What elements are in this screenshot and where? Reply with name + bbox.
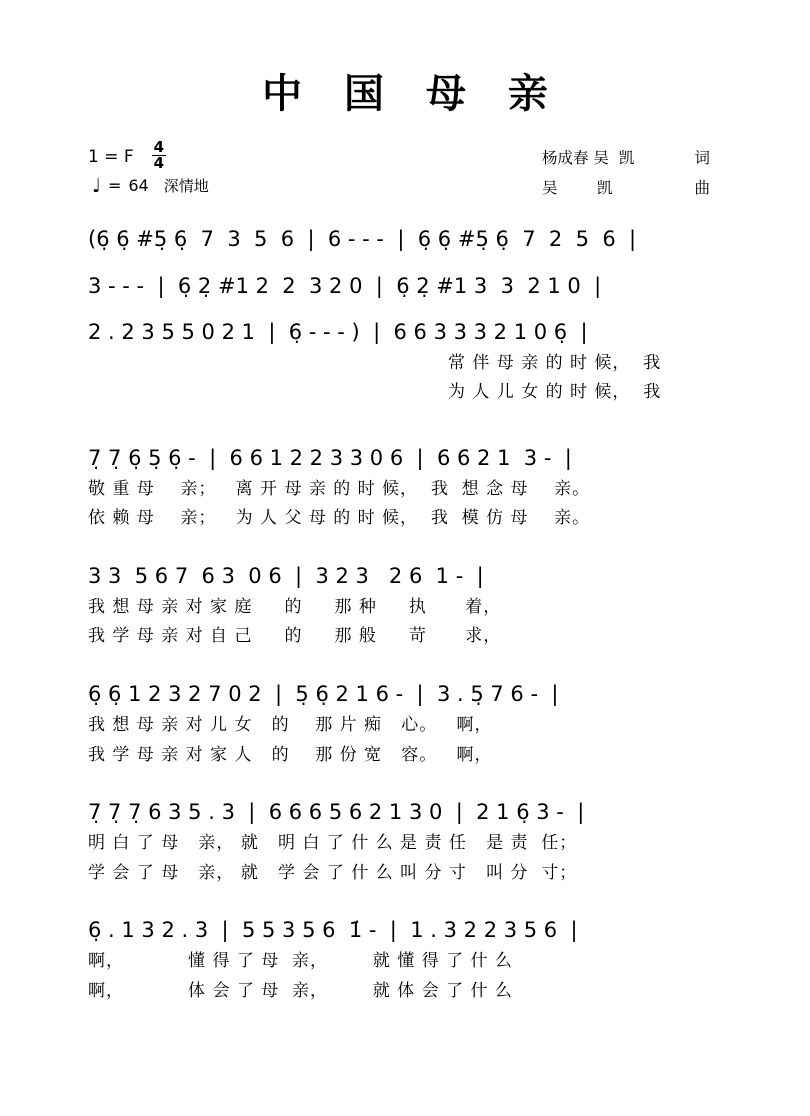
credit-role: 曲 (694, 179, 710, 198)
credit-line (542, 173, 710, 203)
notation-row: 6̣ 6̣ 1 2 3 2 7 0 2 | 5̣ 6̣ 2 1 6 - | 3 . 5̣ 7 6 - | (88, 682, 559, 707)
system-6 (88, 678, 736, 770)
lyric-row-verse-1: 我 想 母 亲 对 家 庭 的 那 种 执 着， (88, 596, 502, 617)
time-signature-denominator: 4 (153, 154, 165, 172)
notation-row: (6̣ 6̣ #5̣ 6̣ 7 3 5 6 | 6 - - - | 6̣ 6̣ #5̣ 6̣ 7 2 5 6 | (88, 227, 637, 251)
credit-names: 吴 凯 (542, 179, 613, 198)
notation-row: 2 . 2 3 5 5 0 2 1 | 6̣ - - - ) | 6 6 3 3 3 2 1 0 6̣ | (88, 320, 588, 345)
lyric-row-verse-2: 为 人 儿 女 的 时 候， 我 (448, 382, 662, 403)
lyric-row-verse-2: 依 赖 母 亲； 为 人 父 母 的 时 候， 我 模 仿 母 亲。 (88, 508, 591, 529)
system-3 (88, 316, 736, 408)
quarter-note-icon: ♩ (92, 175, 101, 197)
music-systems (0, 223, 810, 1006)
lyric-row-verse-2: 我 学 母 亲 对 家 人 的 那 份 宽 容。 啊， (88, 744, 493, 765)
tempo-value: 64 (128, 176, 149, 195)
system-8 (88, 914, 736, 1006)
lyric-row-verse-2: 啊， 体 会 了 母 亲， 就 体 会 了 什 么 (88, 980, 513, 1001)
lyric-row-verse-1: 常 伴 母 亲 的 时 候， 我 (448, 352, 662, 373)
system-5 (88, 560, 736, 652)
page-title: 中 国 母 亲 (262, 71, 562, 117)
key-signature-text: 1 = F (88, 146, 134, 167)
key-signature (88, 138, 166, 172)
score-header (0, 138, 810, 219)
notation-row: 3 3 5 6 7 6 3 0 6 | 3 2 3 2 6 1 - | (88, 564, 484, 589)
tempo-marking (92, 175, 209, 196)
lyric-row-verse-2: 我 学 母 亲 对 自 己 的 那 般 苛 求， (88, 626, 502, 647)
system-4 (88, 442, 736, 534)
lyric-row-verse-1: 明 白 了 母 亲， 就 明 白 了 什 么 是 责 任 是 责 任； (88, 832, 578, 853)
tempo-mood: 深情地 (163, 177, 209, 195)
credit-line (542, 143, 710, 173)
lyric-row-verse-1: 啊， 懂 得 了 母 亲， 就 懂 得 了 什 么 (88, 950, 513, 971)
credit-names: 杨成春 吴 凯 (542, 149, 635, 167)
lyric-row-verse-1: 我 想 母 亲 对 儿 女 的 那 片 痴 心。 啊， (88, 714, 493, 735)
tempo-equals: = (107, 176, 122, 195)
time-signature (152, 140, 166, 171)
notation-row: 7̣ 7̣ 7̣ 6 3 5 . 3 | 6 6 6 5 6 2 1 3 0 | 2 1 6̣ 3 - | (88, 800, 585, 825)
system-1 (88, 223, 736, 256)
notation-row: 3 - - - | 6̣ 2̣ #1 2 2 3 2 0 | 6̣ 2̣ #1 3 3 2 1 0 | (88, 273, 602, 298)
credit-role: 词 (694, 149, 710, 167)
credits-block (542, 143, 710, 203)
notation-row: 6̣ . 1 3 2 . 3 | 5 5 3 5 6 1̇ - | 1 . 3 2 2 3 5 6 | (88, 918, 578, 943)
time-signature-numerator: 4 (153, 138, 165, 156)
lyric-row-verse-1: 敬 重 母 亲； 离 开 母 亲 的 时 候， 我 想 念 母 亲。 (88, 478, 591, 499)
lyric-row-verse-2: 学 会 了 母 亲， 就 学 会 了 什 么 叫 分 寸 叫 分 寸； (88, 862, 578, 883)
system-7 (88, 796, 736, 888)
system-2 (88, 270, 736, 303)
notation-row: 7̣ 7̣ 6̣ 5̣ 6̣ - | 6 6 1 2 2 3 3 0 6 | 6 6 2 1 3 - | (88, 446, 572, 471)
